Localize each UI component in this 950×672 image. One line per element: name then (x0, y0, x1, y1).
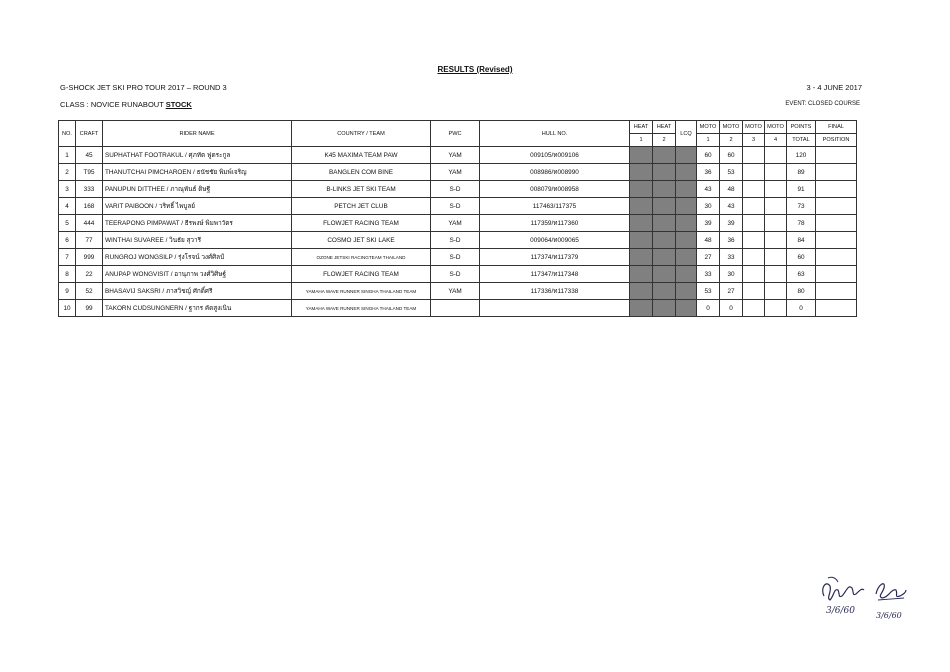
cell-heat1 (630, 164, 653, 181)
cell-moto2: 27 (720, 283, 743, 300)
cell-moto4 (765, 198, 787, 215)
cell-heat2 (653, 283, 676, 300)
cell-craft: 168 (76, 198, 103, 215)
cell-heat1 (630, 249, 653, 266)
cell-hull: 008079/ท008958 (480, 181, 630, 198)
cell-final-position (816, 198, 857, 215)
cell-heat2 (653, 249, 676, 266)
cell-no: 6 (59, 232, 76, 249)
col-moto2: MOTO (720, 121, 743, 134)
class-emphasis: STOCK (165, 100, 192, 109)
cell-moto4 (765, 215, 787, 232)
cell-hull: 117336/ท117338 (480, 283, 630, 300)
cell-moto4 (765, 181, 787, 198)
cell-heat1 (630, 283, 653, 300)
cell-heat1 (630, 232, 653, 249)
moto3-num: 3 (743, 134, 765, 147)
cell-pwc: YAM (431, 215, 480, 232)
table-row (59, 300, 857, 317)
cell-heat2 (653, 181, 676, 198)
col-points: POINTS (787, 121, 816, 134)
cell-moto3 (743, 147, 765, 164)
col-moto4: MOTO (765, 121, 787, 134)
cell-heat2 (653, 232, 676, 249)
cell-pwc (431, 300, 480, 317)
cell-heat1 (630, 215, 653, 232)
cell-heat2 (653, 300, 676, 317)
cell-lcq (676, 198, 697, 215)
cell-moto3 (743, 164, 765, 181)
cell-hull: 009105/ท009106 (480, 147, 630, 164)
cell-heat1 (630, 198, 653, 215)
cell-team: B-LINKS JET SKI TEAM (292, 181, 431, 198)
cell-moto1: 30 (697, 198, 720, 215)
moto1-num: 1 (697, 134, 720, 147)
signature-date-1: 3/6/60 (826, 606, 855, 616)
cell-points-total: 78 (787, 215, 816, 232)
cell-moto2: 53 (720, 164, 743, 181)
moto4-num: 4 (765, 134, 787, 147)
moto2-num: 2 (720, 134, 743, 147)
cell-moto4 (765, 249, 787, 266)
signature-date-2: 3/6/60 (876, 611, 902, 620)
cell-points-total: 91 (787, 181, 816, 198)
cell-rider: SUPHATHAT FOOTRAKUL / ศุภทัต ฟูตระกูล (103, 147, 292, 164)
cell-lcq (676, 232, 697, 249)
cell-moto1: 43 (697, 181, 720, 198)
header-row (59, 121, 857, 134)
heat2-num: 2 (653, 134, 676, 147)
col-heat2: HEAT (653, 121, 676, 134)
cell-no: 9 (59, 283, 76, 300)
cell-final-position (816, 300, 857, 317)
final-position: POSITION (816, 134, 857, 147)
table-row (59, 164, 857, 181)
cell-hull (480, 300, 630, 317)
cell-heat1 (630, 147, 653, 164)
cell-team: K45 MAXIMA TEAM PAW (292, 147, 431, 164)
cell-final-position (816, 181, 857, 198)
cell-heat2 (653, 215, 676, 232)
col-pwc: PWC (431, 121, 480, 147)
cell-pwc: S-D (431, 266, 480, 283)
cell-points-total: 73 (787, 198, 816, 215)
heat1-num: 1 (630, 134, 653, 147)
cell-hull: 117374/ท117379 (480, 249, 630, 266)
table-row (59, 266, 857, 283)
class-prefix: CLASS : NOVICE RUNABOUT (60, 100, 164, 109)
col-heat1: HEAT (630, 121, 653, 134)
col-moto1: MOTO (697, 121, 720, 134)
cell-moto2: 43 (720, 198, 743, 215)
cell-moto4 (765, 164, 787, 181)
cell-team: FLOWJET RACING TEAM (292, 215, 431, 232)
cell-final-position (816, 164, 857, 181)
cell-final-position (816, 266, 857, 283)
cell-team: FLOWJET RACING TEAM (292, 266, 431, 283)
cell-hull: 117347/ท117348 (480, 266, 630, 283)
cell-craft: 45 (76, 147, 103, 164)
cell-moto1: 0 (697, 300, 720, 317)
cell-heat2 (653, 164, 676, 181)
cell-moto3 (743, 198, 765, 215)
cell-points-total: 0 (787, 300, 816, 317)
cell-hull: 117359/ท117360 (480, 215, 630, 232)
cell-no: 3 (59, 181, 76, 198)
cell-hull: 009064/ท009065 (480, 232, 630, 249)
cell-moto1: 39 (697, 215, 720, 232)
cell-pwc: YAM (431, 164, 480, 181)
cell-no: 1 (59, 147, 76, 164)
cell-moto1: 36 (697, 164, 720, 181)
cell-team: BANGLEN COM BINE (292, 164, 431, 181)
cell-heat2 (653, 266, 676, 283)
table-row (59, 249, 857, 266)
cell-moto3 (743, 283, 765, 300)
cell-lcq (676, 215, 697, 232)
cell-craft: 99 (76, 300, 103, 317)
cell-hull: 008986/ท008990 (480, 164, 630, 181)
cell-moto3 (743, 249, 765, 266)
cell-no: 5 (59, 215, 76, 232)
cell-craft: 77 (76, 232, 103, 249)
table-row (59, 283, 857, 300)
table-row (59, 232, 857, 249)
cell-pwc: S-D (431, 198, 480, 215)
cell-moto3 (743, 181, 765, 198)
cell-heat2 (653, 147, 676, 164)
col-team: COUNTRY / TEAM (292, 121, 431, 147)
cell-no: 2 (59, 164, 76, 181)
cell-lcq (676, 147, 697, 164)
cell-heat2 (653, 198, 676, 215)
cell-no: 4 (59, 198, 76, 215)
cell-lcq (676, 283, 697, 300)
cell-no: 10 (59, 300, 76, 317)
cell-points-total: 89 (787, 164, 816, 181)
cell-rider: WINTHAI SUVAREE / วินธัย สุวารี (103, 232, 292, 249)
cell-lcq (676, 164, 697, 181)
cell-moto1: 53 (697, 283, 720, 300)
cell-moto2: 39 (720, 215, 743, 232)
cell-heat1 (630, 181, 653, 198)
cell-rider: RUNGROJ WONGSILP / รุ่งโรจน์ วงศ์ศิลป์ (103, 249, 292, 266)
cell-pwc: S-D (431, 181, 480, 198)
cell-moto1: 60 (697, 147, 720, 164)
cell-rider: BHASAVIJ SAKSRI / ภาสวิชญ์ ศักดิ์ศรี (103, 283, 292, 300)
event-dates: 3 - 4 JUNE 2017 (806, 83, 862, 92)
cell-rider: TAKORN CUDSUNGNERN / ฐากร คัดสูงเนิน (103, 300, 292, 317)
table-row (59, 215, 857, 232)
event-type: EVENT: CLOSED COURSE (785, 101, 860, 107)
cell-moto3 (743, 266, 765, 283)
cell-heat1 (630, 300, 653, 317)
cell-team: OZONE JETSKI RACINGTEAM THAILAND (292, 249, 431, 266)
cell-craft: 999 (76, 249, 103, 266)
cell-lcq (676, 266, 697, 283)
cell-no: 8 (59, 266, 76, 283)
col-craft: CRAFT (76, 121, 103, 147)
cell-moto4 (765, 147, 787, 164)
cell-final-position (816, 249, 857, 266)
cell-final-position (816, 215, 857, 232)
signature-1 (818, 574, 866, 604)
results-title: RESULTS (Revised) (437, 65, 513, 74)
cell-team: YAMAHA WAVE RUNNER SINGHA THAILAND TEAM (292, 300, 431, 317)
cell-moto2: 0 (720, 300, 743, 317)
cell-moto2: 30 (720, 266, 743, 283)
cell-moto1: 48 (697, 232, 720, 249)
col-no: NO. (59, 121, 76, 147)
cell-lcq (676, 300, 697, 317)
cell-team: COSMO JET SKI LAKE (292, 232, 431, 249)
cell-rider: PANUPUN DITTHEE / ภาณุพันธ์ ดิษฐี (103, 181, 292, 198)
cell-lcq (676, 249, 697, 266)
cell-moto1: 27 (697, 249, 720, 266)
col-final: FINAL (816, 121, 857, 134)
cell-final-position (816, 232, 857, 249)
cell-rider: THANUTCHAI PIMCHAROEN / ธนัชชัย พิมพ์เจริญ (103, 164, 292, 181)
table-row (59, 181, 857, 198)
cell-no: 7 (59, 249, 76, 266)
cell-points-total: 84 (787, 232, 816, 249)
points-total: TOTAL (787, 134, 816, 147)
cell-moto2: 36 (720, 232, 743, 249)
cell-team: YAMAHA WAVE RUNNER SINGHA THAILAND TEAM (292, 283, 431, 300)
cell-craft: 22 (76, 266, 103, 283)
cell-points-total: 80 (787, 283, 816, 300)
table-row (59, 147, 857, 164)
cell-rider: VARIT PAIBOON / วริทธิ์ ไพบูลย์ (103, 198, 292, 215)
event-name: G-SHOCK JET SKI PRO TOUR 2017 – ROUND 3 (60, 83, 227, 92)
cell-rider: ANUPAP WONGVISIT / อานุภาพ วงศ์วิศิษฐ์ (103, 266, 292, 283)
cell-moto3 (743, 215, 765, 232)
cell-moto4 (765, 266, 787, 283)
cell-moto2: 48 (720, 181, 743, 198)
cell-moto3 (743, 232, 765, 249)
cell-heat1 (630, 266, 653, 283)
cell-moto4 (765, 232, 787, 249)
cell-pwc: S-D (431, 249, 480, 266)
class-label (60, 100, 192, 109)
cell-final-position (816, 147, 857, 164)
cell-hull: 117463/117375 (480, 198, 630, 215)
cell-rider: TEERAPONG PIMPAWAT / ธีรพงษ์ พิมพาวัตร (103, 215, 292, 232)
cell-points-total: 63 (787, 266, 816, 283)
cell-craft: 52 (76, 283, 103, 300)
cell-craft: 333 (76, 181, 103, 198)
col-lcq: LCQ (676, 121, 697, 147)
cell-team: PETCH JET CLUB (292, 198, 431, 215)
col-moto3: MOTO (743, 121, 765, 134)
cell-moto3 (743, 300, 765, 317)
cell-moto4 (765, 283, 787, 300)
col-hull: HULL NO. (480, 121, 630, 147)
cell-pwc: YAM (431, 283, 480, 300)
cell-pwc: YAM (431, 147, 480, 164)
cell-moto1: 33 (697, 266, 720, 283)
cell-moto4 (765, 300, 787, 317)
cell-lcq (676, 181, 697, 198)
cell-moto2: 33 (720, 249, 743, 266)
cell-pwc: S-D (431, 232, 480, 249)
cell-craft: T95 (76, 164, 103, 181)
cell-moto2: 60 (720, 147, 743, 164)
cell-points-total: 60 (787, 249, 816, 266)
results-table (58, 120, 857, 317)
table-row (59, 198, 857, 215)
cell-final-position (816, 283, 857, 300)
signature-2 (872, 576, 908, 602)
col-rider: RIDER NAME (103, 121, 292, 147)
cell-craft: 444 (76, 215, 103, 232)
cell-points-total: 120 (787, 147, 816, 164)
